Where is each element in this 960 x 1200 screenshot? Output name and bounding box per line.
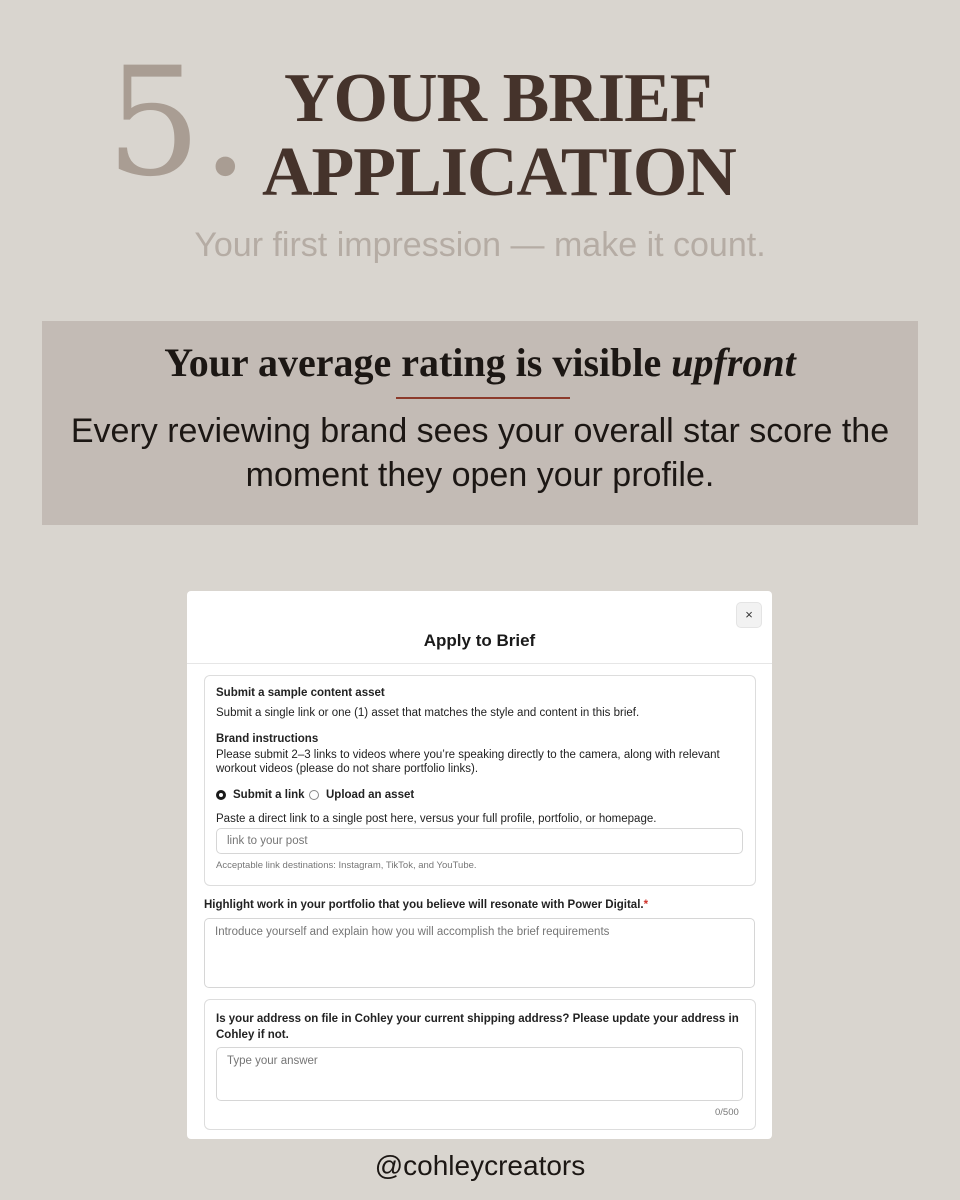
close-button[interactable]: × bbox=[736, 602, 762, 628]
modal-title: Apply to Brief bbox=[423, 631, 536, 650]
portfolio-question-label bbox=[204, 898, 648, 912]
banner-divider bbox=[396, 397, 570, 399]
brand-instructions-heading: Brand instructions bbox=[216, 733, 319, 745]
link-help-text: Paste a direct link to a single post here, versus your full profile, portfolio, or homepage. bbox=[216, 813, 657, 825]
page-title bbox=[262, 60, 736, 211]
step-number: 5. bbox=[106, 36, 250, 210]
upload-asset-radio[interactable] bbox=[309, 790, 319, 800]
page-subtitle: Your first impression — make it count. bbox=[194, 226, 766, 264]
banner-heading-emphasis: upfront bbox=[671, 340, 796, 385]
submit-link-radio[interactable] bbox=[216, 790, 226, 800]
required-marker: * bbox=[643, 899, 649, 911]
banner-body: Every reviewing brand sees your overall star score the moment they open your profile. bbox=[70, 412, 890, 494]
rating-banner bbox=[42, 321, 918, 525]
address-answer-textarea[interactable] bbox=[216, 1047, 743, 1101]
sample-asset-heading: Submit a sample content asset bbox=[216, 687, 385, 699]
page-title-line-1: YOUR BRIEF bbox=[284, 60, 712, 137]
submit-link-label[interactable]: Submit a link bbox=[233, 789, 305, 801]
address-question-line-2: Cohley if not. bbox=[216, 1029, 289, 1041]
social-handle: @cohleycreators bbox=[374, 1150, 586, 1181]
character-counter: 0/500 bbox=[715, 1107, 739, 1118]
post-link-input[interactable] bbox=[216, 828, 743, 854]
sample-asset-description: Submit a single link or one (1) asset that matches the style and content in this brief. bbox=[216, 707, 640, 719]
page-title-line-2: APPLICATION bbox=[262, 134, 736, 211]
address-question-line-1: Is your address on file in Cohley your current shipping address? Please update your address in bbox=[216, 1013, 739, 1025]
portfolio-textarea[interactable] bbox=[204, 918, 755, 988]
banner-heading-main: Your average rating is visible bbox=[164, 340, 672, 385]
link-destinations-note: Acceptable link destinations: Instagram, TikTok, and YouTube. bbox=[216, 860, 477, 871]
shipping-address-card bbox=[204, 999, 756, 1130]
brand-instructions-line-2: workout videos (please do not share portfolio links). bbox=[216, 763, 479, 775]
apply-to-brief-modal bbox=[187, 591, 772, 1139]
brand-instructions-line-1: Please submit 2–3 links to videos where you’re speaking directly to the camera, along with relevant bbox=[216, 749, 720, 761]
portfolio-question-text: Highlight work in your portfolio that you believe will resonate with Power Digital. bbox=[204, 899, 644, 911]
banner-heading bbox=[42, 339, 918, 386]
sample-asset-card bbox=[204, 675, 756, 886]
upload-asset-label[interactable]: Upload an asset bbox=[326, 789, 415, 801]
modal-divider bbox=[187, 663, 772, 664]
